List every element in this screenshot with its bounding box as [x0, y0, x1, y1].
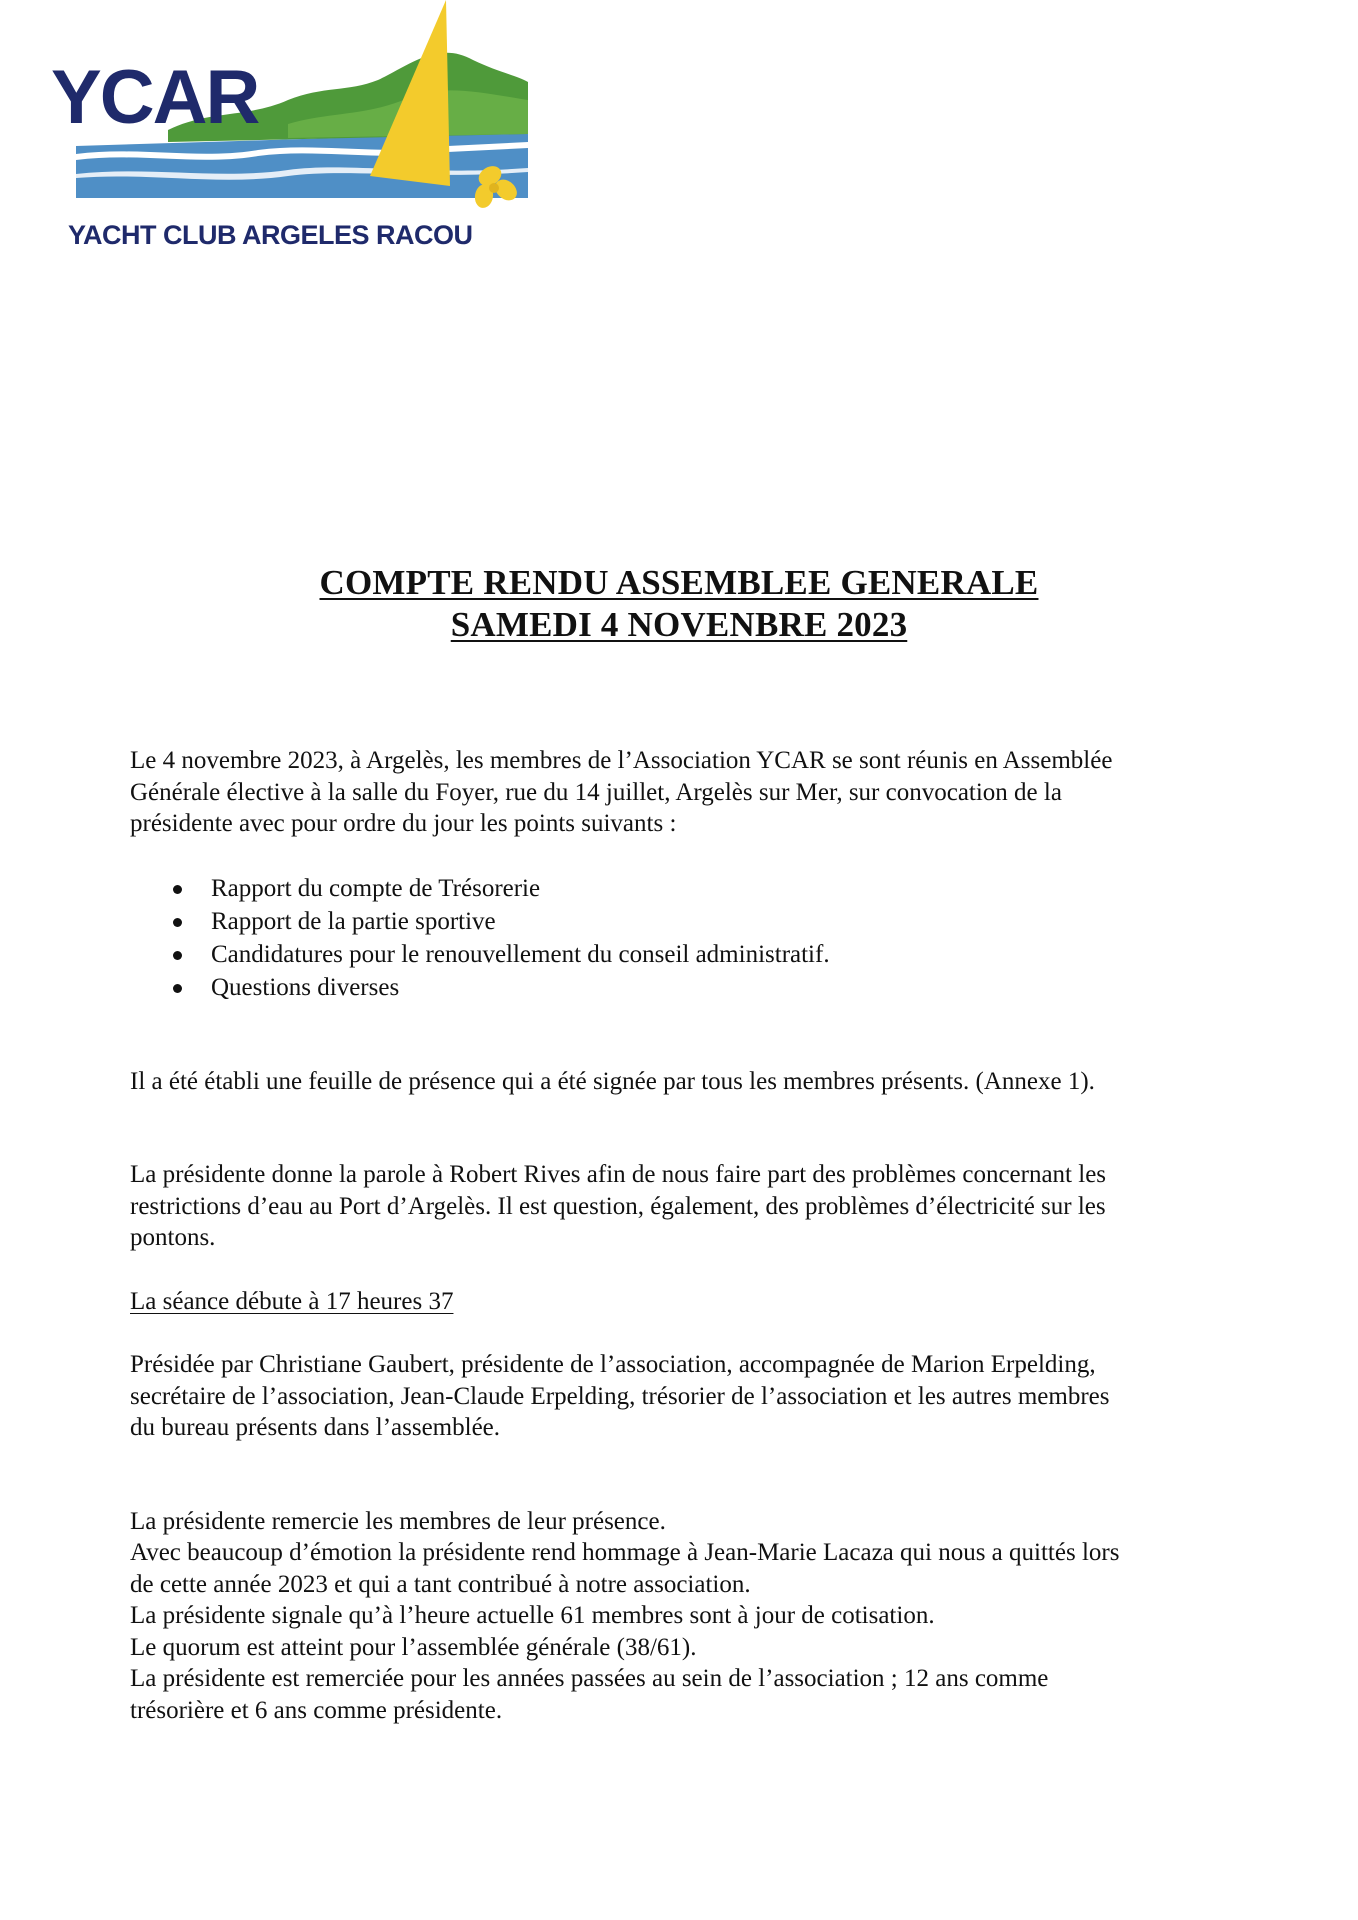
intro-line-3: présidente avec pour ordre du jour les points suivants :	[130, 810, 677, 837]
closing-line-1: La présidente remercie les membres de leur présence.	[130, 1507, 666, 1535]
closing-line-4: La présidente signale qu’à l’heure actuelle 61 membres sont à jour de cotisation.	[130, 1602, 935, 1629]
logo-club-name: YACHT CLUB ARGELES RACOU	[68, 220, 473, 250]
agenda-item: Rapport du compte de Trésorerie	[130, 872, 1250, 905]
water-line-2: restrictions d’eau au Port d’Argelès. Il est question, également, des problèmes d’électricité sur les	[130, 1192, 1106, 1220]
logo-acronym: YCAR	[51, 55, 259, 140]
attendance-paragraph: Il a été établi une feuille de présence qui a été signée par tous les membres présents. (Annexe 1).	[130, 1067, 1095, 1095]
session-start	[130, 1286, 1250, 1318]
agenda-item: Questions diverses	[130, 971, 1250, 1004]
document-body	[130, 745, 1250, 1726]
bullet-icon	[173, 951, 182, 960]
intro-line-1: Le 4 novembre 2023, à Argelès, les membres de l’Association YCAR se sont réunis en Assemblée	[130, 747, 1113, 774]
agenda-item: Rapport de la partie sportive	[130, 905, 1250, 938]
closing-line-6: La présidente est remerciée pour les années passées au sein de l’association ; 12 ans comme	[130, 1665, 1049, 1692]
bullet-icon	[173, 984, 182, 993]
document-title	[0, 562, 1358, 646]
title-line-1: COMPTE RENDU ASSEMBLEE GENERALE	[319, 563, 1039, 602]
intro-paragraph	[130, 745, 1250, 840]
closing-line-5: Le quorum est atteint pour l’assemblée générale (38/61).	[130, 1633, 697, 1661]
closing-line-3: de cette année 2023 et qui a tant contribué à notre association.	[130, 1570, 751, 1598]
session-start-text: La séance débute à 17 heures 37	[130, 1287, 454, 1315]
chair-line-2: secrétaire de l’association, Jean-Claude Erpelding, trésorier de l’association et les autres membres	[130, 1382, 1110, 1410]
water-paragraph	[130, 1159, 1250, 1254]
ycar-logo	[48, 0, 538, 260]
title-line-2: SAMEDI 4 NOVENBRE 2023	[450, 605, 908, 644]
intro-line-2: Générale élective à la salle du Foyer, rue du 14 juillet, Argelès sur Mer, sur convocation de la	[130, 778, 1062, 806]
bullet-icon	[173, 918, 182, 927]
chair-line-1: Présidée par Christiane Gaubert, présidente de l’association, accompagnée de Marion Erpelding,	[130, 1351, 1096, 1378]
chair-line-3: du bureau présents dans l’assemblée.	[130, 1414, 501, 1441]
closing-line-7: trésorière et 6 ans comme présidente.	[130, 1696, 503, 1724]
bullet-icon	[173, 885, 182, 894]
water-line-3: pontons.	[130, 1224, 216, 1251]
agenda-list	[130, 872, 1250, 1004]
closing-paragraph	[130, 1506, 1250, 1727]
water-line-1: La présidente donne la parole à Robert Rives afin de nous faire part des problèmes concernant les	[130, 1161, 1107, 1188]
closing-line-2: Avec beaucoup d’émotion la présidente rend hommage à Jean-Marie Lacaza qui nous a quittés lors	[130, 1539, 1120, 1566]
agenda-item: Candidatures pour le renouvellement du conseil administratif.	[130, 938, 1250, 971]
chair-paragraph	[130, 1349, 1250, 1444]
